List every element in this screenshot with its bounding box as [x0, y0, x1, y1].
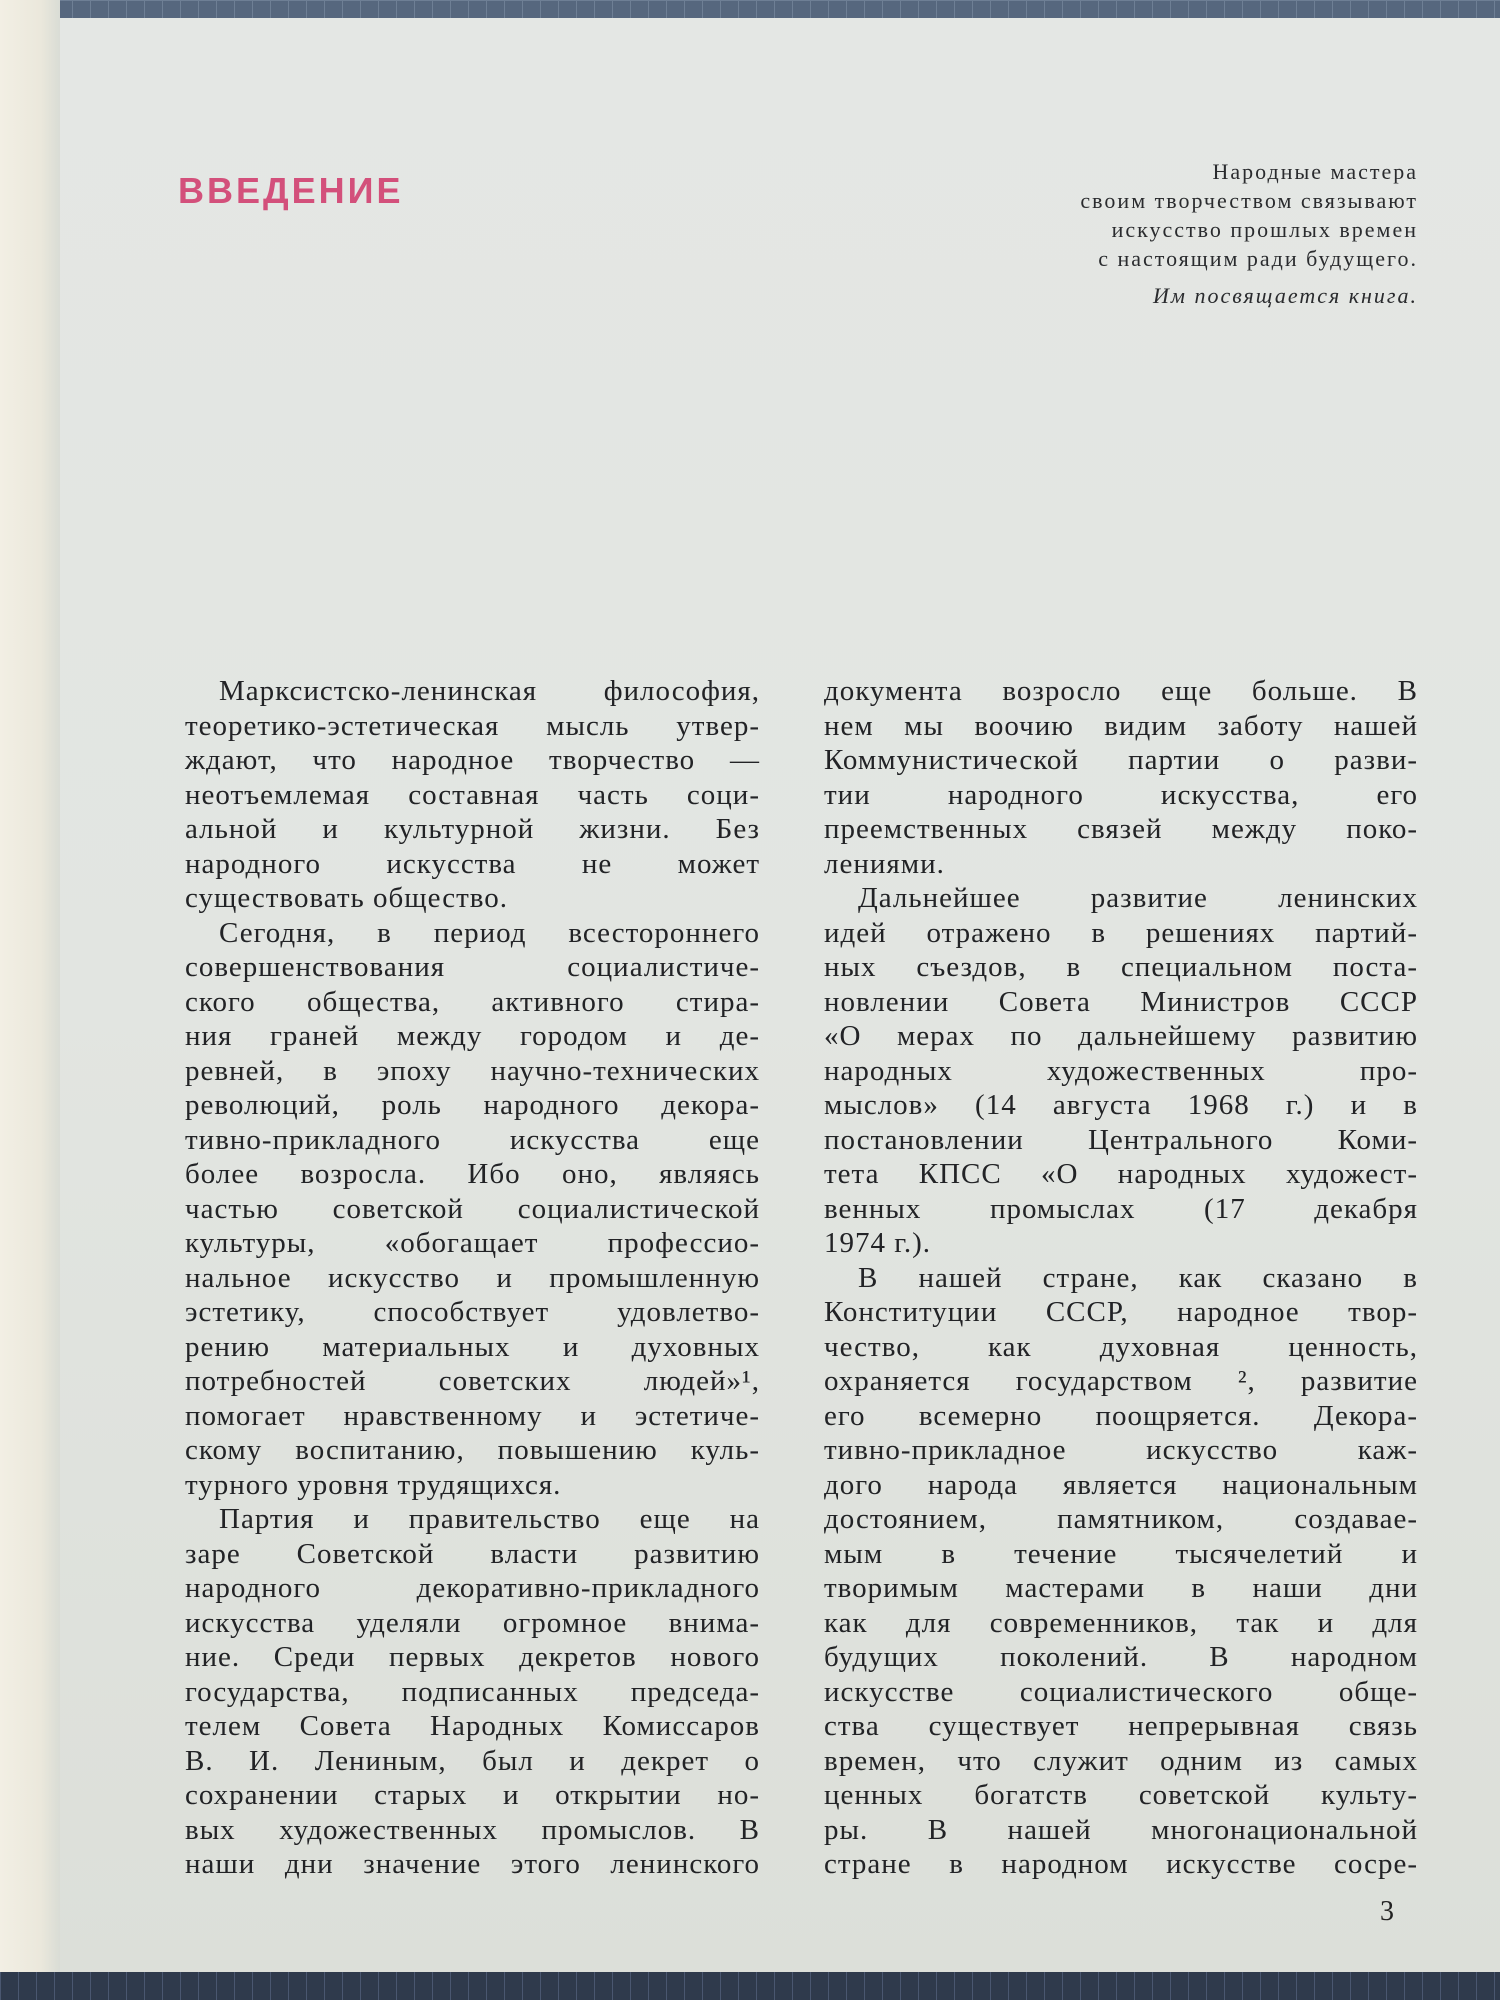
- paragraph: [824, 881, 1418, 1261]
- paragraph: [185, 916, 760, 1503]
- text-line: ждают, что народное творчество —: [185, 744, 760, 776]
- text-line: сохранении старых и открытии но-: [185, 1779, 760, 1811]
- text-line: Сегодня, в период всестороннего: [219, 916, 760, 949]
- text-column-right: [824, 674, 1418, 1882]
- text-line: тета КПСС «О народных художест-: [824, 1158, 1418, 1190]
- text-line: ние. Среди первых декретов нового: [185, 1641, 760, 1673]
- text-line: государства, подписанных председа-: [185, 1675, 760, 1708]
- text-line: турного уровня трудящихся.: [185, 1468, 562, 1501]
- text-line: нем мы воочию видим заботу нашей: [824, 709, 1418, 742]
- text-line: теоретико-эстетическая мысль утвер-: [185, 709, 760, 742]
- page-edge: [0, 0, 60, 2000]
- text-line: ства существует непрерывная связь: [824, 1710, 1418, 1742]
- text-line: его всемерно поощряется. Декора-: [824, 1399, 1418, 1432]
- paragraph: [824, 1261, 1418, 1882]
- text-line: чество, как духовная ценность,: [824, 1330, 1418, 1363]
- text-line: потребностей советских людей»¹,: [185, 1365, 760, 1397]
- text-line: лениями.: [824, 847, 945, 880]
- text-line: тивно-прикладное искусство каж-: [824, 1434, 1418, 1466]
- chapter-heading: ВВЕДЕНИЕ: [178, 170, 404, 211]
- text-line: Марксистско-ленинская философия,: [219, 675, 760, 707]
- paragraph: [185, 674, 760, 916]
- text-line: постановлении Центрального Коми-: [824, 1123, 1418, 1156]
- text-line: культуры, «обогащает профессио-: [185, 1227, 760, 1259]
- text-line: нальное искусство и промышленную: [185, 1261, 760, 1294]
- text-line: мыслов» (14 августа 1968 г.) и в: [824, 1089, 1418, 1121]
- text-line: как для современников, так и для: [824, 1606, 1418, 1639]
- text-line: вых художественных промыслов. В: [185, 1813, 760, 1846]
- text-line: частью советской социалистической: [185, 1192, 760, 1225]
- paragraph: [824, 674, 1418, 881]
- text-line: Дальнейшее развитие ленинских: [858, 882, 1418, 914]
- text-line: Конституции СССР, народное твор-: [824, 1296, 1418, 1328]
- text-line: мым в течение тысячелетий и: [824, 1537, 1418, 1570]
- text-line: ния граней между городом и де-: [185, 1020, 760, 1052]
- text-line: охраняется государством ², развитие: [824, 1365, 1418, 1397]
- text-line: народного декоративно-прикладного: [185, 1572, 760, 1604]
- text-line: стране в народном искусстве сосре-: [824, 1848, 1418, 1880]
- background-grid-bottom: [0, 1972, 1500, 2000]
- text-line: более возросла. Ибо оно, являясь: [185, 1158, 760, 1190]
- text-line: времен, что служит одним из самых: [824, 1744, 1418, 1777]
- text-line: ского общества, активного стира-: [185, 985, 760, 1018]
- text-line: Партия и правительство еще на: [219, 1503, 760, 1535]
- text-line: телем Совета Народных Комиссаров: [185, 1710, 760, 1742]
- text-line: наши дни значение этого ленинского: [185, 1848, 760, 1880]
- text-line: 1974 г.).: [824, 1227, 932, 1259]
- text-line: скому воспитанию, повышению куль-: [185, 1434, 760, 1466]
- text-line: эстетику, способствует удовлетво-: [185, 1296, 760, 1328]
- text-line: дого народа является национальным: [824, 1468, 1418, 1501]
- page-number: 3: [1380, 1896, 1394, 1927]
- text-line: искусстве социалистического обще-: [824, 1675, 1418, 1708]
- epigraph-line: искусство прошлых времен: [1111, 217, 1418, 242]
- text-line: достоянием, памятником, создавае-: [824, 1503, 1418, 1535]
- text-line: рению материальных и духовных: [185, 1330, 760, 1363]
- epigraph: [1080, 157, 1418, 310]
- text-line: искусства уделяли огромное внима-: [185, 1606, 760, 1639]
- dedication: Им посвящается книга.: [1153, 283, 1418, 308]
- text-line: заре Советской власти развитию: [185, 1537, 760, 1570]
- text-line: тивно-прикладного искусства еще: [185, 1123, 760, 1156]
- text-line: будущих поколений. В народном: [824, 1641, 1418, 1673]
- text-line: существовать общество.: [185, 882, 509, 914]
- text-line: ных съездов, в специальном поста-: [824, 951, 1418, 983]
- text-line: преемственных связей между поко-: [824, 813, 1418, 845]
- text-line: творимым мастерами в наши дни: [824, 1572, 1418, 1604]
- text-line: народного искусства не может: [185, 847, 760, 880]
- text-column-left: [185, 674, 760, 1882]
- text-line: новлении Совета Министров СССР: [824, 985, 1418, 1018]
- epigraph-line: с настоящим ради будущего.: [1098, 246, 1418, 271]
- text-line: «О мерах по дальнейшему развитию: [824, 1020, 1418, 1052]
- text-line: революций, роль народного декора-: [185, 1089, 760, 1121]
- text-line: Коммунистической партии о разви-: [824, 744, 1418, 776]
- text-line: ценных богатств советской культу-: [824, 1779, 1418, 1811]
- text-line: неотъемлемая составная часть соци-: [185, 778, 760, 811]
- epigraph-line: Народные мастера: [1212, 159, 1418, 184]
- text-line: народных художественных про-: [824, 1054, 1418, 1087]
- text-line: помогает нравственному и эстетиче-: [185, 1399, 760, 1432]
- text-line: тии народного искусства, его: [824, 778, 1418, 811]
- text-line: ревней, в эпоху научно-технических: [185, 1054, 760, 1087]
- epigraph-line: своим творчеством связывают: [1080, 188, 1418, 213]
- text-line: альной и культурной жизни. Без: [185, 813, 760, 845]
- paragraph: [185, 1502, 760, 1882]
- text-line: идей отражено в решениях партий-: [824, 916, 1418, 949]
- text-line: ры. В нашей многонациональной: [824, 1813, 1418, 1846]
- text-line: венных промыслах (17 декабря: [824, 1192, 1418, 1225]
- text-line: совершенствования социалистиче-: [185, 951, 760, 983]
- text-line: В нашей стране, как сказано в: [858, 1261, 1418, 1294]
- text-line: документа возросло еще больше. В: [824, 675, 1418, 707]
- text-line: В. И. Лениным, был и декрет о: [185, 1744, 760, 1777]
